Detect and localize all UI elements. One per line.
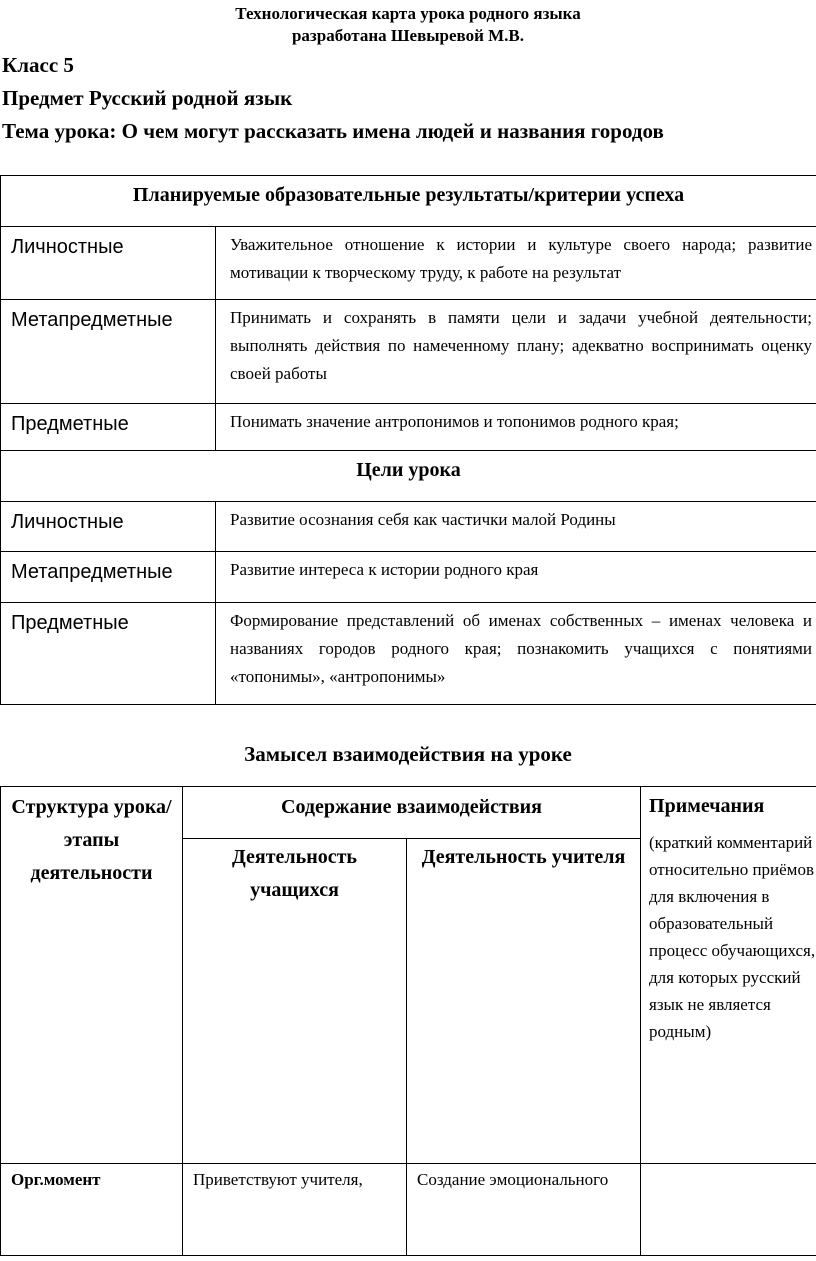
table-row bbox=[1, 404, 816, 451]
subject-label: Предмет Русский родной язык bbox=[2, 86, 293, 110]
table-row bbox=[1, 1164, 816, 1256]
results-section-header: Планируемые образовательные результаты/критерии успеха bbox=[1, 176, 816, 227]
table-row bbox=[1, 552, 816, 603]
class-label: Класс 5 bbox=[2, 53, 74, 77]
row-value: Понимать значение антропонимов и топонимов родного края; bbox=[216, 404, 816, 451]
notes-title: Примечания bbox=[649, 795, 765, 817]
document-header-line1: Технологическая карта урока родного языка bbox=[235, 4, 581, 23]
table-row bbox=[1, 227, 816, 300]
goals-section-header: Цели урока bbox=[1, 451, 816, 502]
interaction-title: Замысел взаимодействия на уроке bbox=[244, 742, 572, 766]
table-row bbox=[1, 603, 816, 705]
notes-cell bbox=[641, 1164, 816, 1256]
row-value: Формирование представлений об именах собственных – именах человека и названиях городов родного края; познакомить учащихся с понятиями «топонимы», «антропонимы» bbox=[216, 603, 816, 705]
row-label: Предметные bbox=[1, 603, 216, 705]
teacher-cell: Создание эмоционального bbox=[407, 1164, 641, 1256]
row-value: Принимать и сохранять в памяти цели и задачи учебной деятельности; выполнять действия по намеченному плану; адекватно воспринимать оценку своей работы bbox=[216, 300, 816, 404]
table-row bbox=[1, 502, 816, 552]
document-header-line2: разработана Шевыревой М.В. bbox=[291, 26, 525, 45]
row-label: Личностные bbox=[1, 227, 216, 300]
row-label: Личностные bbox=[1, 502, 216, 552]
content-column-header: Содержание взаимодействия bbox=[183, 787, 641, 839]
row-label: Метапредметные bbox=[1, 300, 216, 404]
structure-column-header: Структура урока/этапы деятельности bbox=[1, 787, 183, 1164]
topic-label: Тема урока: О чем могут рассказать имена людей и названия городов bbox=[2, 119, 664, 143]
row-value: Развитие интереса к истории родного края bbox=[216, 552, 816, 603]
students-cell: Приветствуют учителя, bbox=[183, 1164, 407, 1256]
row-label: Метапредметные bbox=[1, 552, 216, 603]
table-row bbox=[1, 300, 816, 404]
teacher-column-header: Деятельность учителя bbox=[407, 839, 641, 1164]
students-column-header: Деятельность учащихся bbox=[183, 839, 407, 1164]
row-value: Уважительное отношение к истории и культуре своего народа; развитие мотивации к творческому труду, к работе на результат bbox=[216, 227, 816, 300]
notes-description: (краткий комментарий относительно приёмов для включения в образовательный процесс обучающихся, для которых русский язык не является родным) bbox=[649, 833, 816, 1041]
notes-column-header bbox=[641, 787, 816, 1164]
row-label: Предметные bbox=[1, 404, 216, 451]
results-table bbox=[0, 175, 816, 705]
stage-cell: Орг.момент bbox=[1, 1164, 183, 1256]
interaction-table bbox=[0, 786, 816, 1256]
row-value: Развитие осознания себя как частички малой Родины bbox=[216, 502, 816, 552]
